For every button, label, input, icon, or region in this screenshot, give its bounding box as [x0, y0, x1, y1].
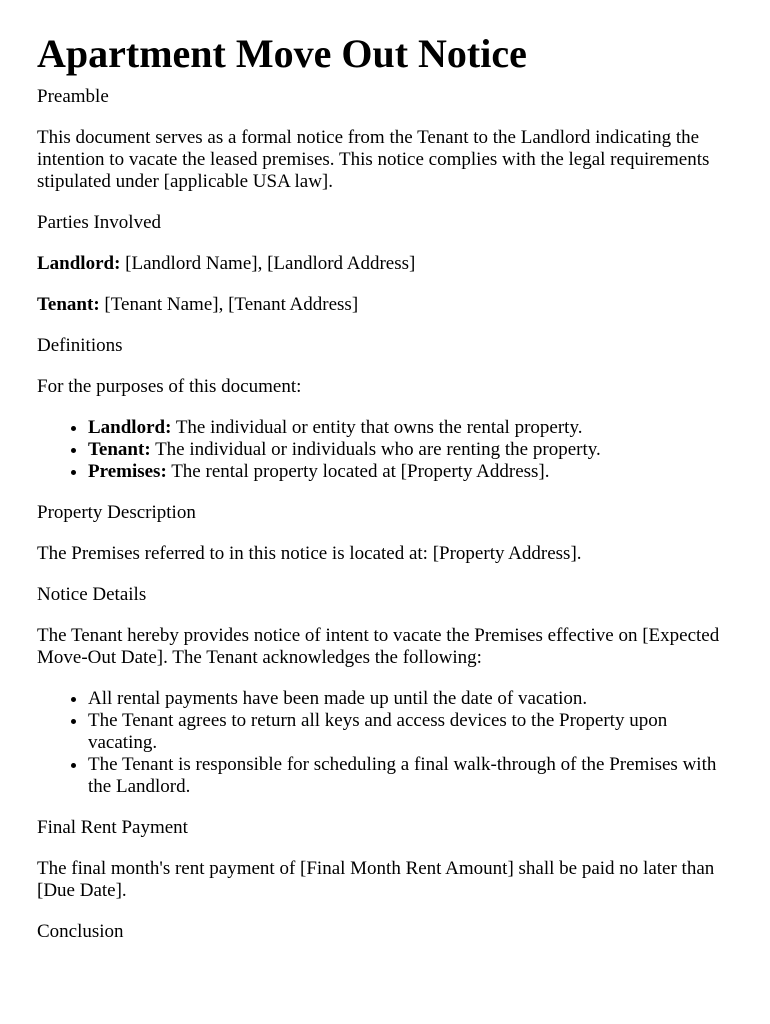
definition-text: The rental property located at [Property Address].	[166, 461, 550, 482]
definitions-list	[37, 417, 733, 483]
list-item: • All rental payments have been made up until the date of vacation.	[88, 688, 733, 710]
definitions-intro: For the purposes of this document:	[37, 376, 302, 397]
party-landlord-label: Landlord:	[37, 253, 121, 274]
preamble-text: This document serves as a formal notice from the Tenant to the Landlord indicating the intention to vacate the leased premises. This notice complies with the legal requirements stipulated under [applicable USA law].	[37, 127, 710, 192]
definition-text: The individual or entity that owns the rental property.	[171, 417, 583, 438]
definition-term: Premises:	[88, 461, 167, 482]
final-rent-text: The final month's rent payment of [Final Month Rent Amount] shall be paid no later than [Due Date].	[37, 858, 715, 901]
definition-text: The individual or individuals who are renting the property.	[150, 439, 601, 460]
definition-term: Tenant:	[88, 439, 151, 460]
party-tenant	[37, 294, 733, 316]
section-heading-final-rent: Final Rent Payment	[37, 817, 188, 838]
list-item	[88, 439, 733, 461]
definition-term: Landlord:	[88, 417, 172, 438]
section-heading-conclusion: Conclusion	[37, 921, 124, 942]
list-item	[88, 417, 733, 439]
list-item: • The Tenant is responsible for scheduling a final walk-through of the Premises with the Landlord.	[88, 754, 733, 798]
notice-text: The Tenant hereby provides notice of intent to vacate the Premises effective on [Expected Move-Out Date]. The Tenant acknowledges the following:	[37, 625, 720, 668]
list-item	[88, 461, 733, 483]
section-heading-property: Property Description	[37, 502, 196, 523]
list-item: • The Tenant agrees to return all keys and access devices to the Property upon vacating.	[88, 710, 733, 754]
document-title: Apartment Move Out Notice	[37, 31, 527, 76]
notice-list	[37, 688, 733, 798]
party-tenant-label: Tenant:	[37, 294, 100, 315]
section-heading-definitions: Definitions	[37, 335, 123, 356]
party-tenant-value: [Tenant Name], [Tenant Address]	[99, 294, 359, 315]
section-heading-parties: Parties Involved	[37, 212, 162, 233]
party-landlord-value: [Landlord Name], [Landlord Address]	[120, 253, 416, 274]
property-text: The Premises referred to in this notice is located at: [Property Address].	[37, 543, 582, 564]
section-heading-notice: Notice Details	[37, 584, 147, 605]
section-heading-preamble: Preamble	[37, 86, 109, 107]
party-landlord	[37, 253, 733, 275]
